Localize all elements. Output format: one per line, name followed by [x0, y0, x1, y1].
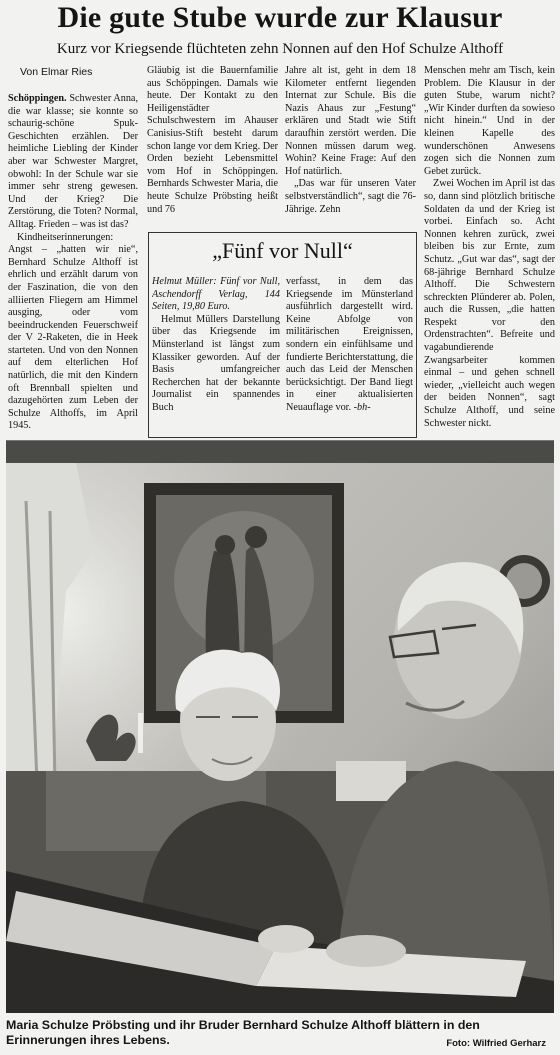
paragraph: „Das war für unseren Vater selbstverständlich“, sagt die 76-Jährige. Zehn — [285, 178, 416, 215]
paragraph: Schwester Anna, die war klasse; sie konnte so schaurig-schöne Spuk-Geschichten erzählen. Der heimliche Liebling der Kinder aber war Schwester Margret, obwohl: In der Schule war sie immer sehr streng gewesen. Und der Krieg? Die Zerstörung, die Toten? Normal, Alltag. Frieden – was ist das? — [8, 93, 138, 230]
box-column-1 — [152, 276, 280, 434]
paragraph: Helmut Müllers Darstellung über das Kriegsende im Münsterland ist längst zum Klassiker geworden. Auf der Basis umfangreicher Recherchen hat der bekannte Journalist ein spannendes Buch — [152, 313, 280, 413]
subheadline: Kurz vor Kriegsende flüchteten zehn Nonnen auf den Hof Schulze Althoff — [56, 41, 504, 57]
paragraph: Jahre alt ist, geht in dem 18 Kilometer entfernt liegenden Internat zur Schule. Bis die Nazis Ahaus zur „Festung“ erklären und Stadt wie Stift daraufhin zerstört werden. Die Nonnen müssen darum weg. Wohin? Keine Frage: Auf den Hof natürlich. — [285, 65, 416, 177]
paragraph: Menschen mehr am Tisch, kein Problem. Die Klausur in der guten Stube, warum nicht? „Wir Kinder durften da sowieso nicht hinein.“ Und in der kleinen Kapelle des wunderschönen Anwesens zogen sich die Nonnen zum Gebet zurück. — [424, 65, 555, 177]
photo-illustration — [6, 441, 554, 1013]
paragraph: Kindheitserinnerungen: Angst – „hatten wir nie“, Bernhard Schulze Althoff ist ehrlich und erzählt darum von der Faszination, die von den alliierten Fliegern am Himmel ausging, oder vom beeindruckenden Feuerschweif der V 2-Raketen, die in Heek starteten. Und von den Nonnen auf dem elterlichen Hof natürlich, die mit den Kindern oft Brennball spielten und dazugehörten zum Leben der Schulze Althoffs, im April 1945. — [8, 231, 138, 432]
box-column-2 — [286, 276, 413, 434]
article-column-4 — [424, 65, 555, 437]
author-signoff: -bh- — [353, 401, 371, 413]
paragraph: verfasst, in dem das Kriegsende im Münsterland ausführlich dargestellt wird. Keine Abfolge von militärischen Ereignissen, sondern ein einfühlsame und fundierte Berichterstattung, die auch das Leid der Menschen berücksichtigt. Der Band liegt in einer aktualisierten Neuauflage vor. — [286, 276, 413, 413]
box-title: „Fünf vor Null“ — [212, 238, 353, 263]
article-column-3 — [285, 65, 416, 235]
paragraph: Zwei Wochen im April ist das so, dann sind plötzlich britische Soldaten da und der Krieg ist vorbei. Einfach so. Acht Nonnen kehren zurück, zwei bleiben bis zur Ernte, zum Schutz. „Gut war das“, sagt der 68-jährige Bernhard Schulze Althoff. Die Schwestern schreckten Plünderer ab. Polen, auch die Russen, „die hatten Respekt vor den Ordenstrachten“. Befreite und vagabundierende Zwangsarbeiter kommen einmal – und gehen schnell wieder, „vielleicht auch wegen der beiden Nonnen“, sagt Schulze Althoff, und seine Schwester nickt. — [424, 178, 555, 429]
photo-caption: Maria Schulze Pröbsting und ihr Bruder Bernhard Schulze Althoff blättern in den Erinnerungen ihres Lebens. — [6, 1018, 480, 1047]
paragraph: Gläubig ist die Bauernfamilie aus Schöppingen. Damals wie heute. Der Kontakt zu den Heiligenstädter Schulschwestern im Ahauser Canisius-Stift besteht darum schon lange vor dem Krieg. Der Orden bezieht Lebensmittel vom Hof in Schöppingen. Bernhards Schwester Maria, die heute Schulze Pröbsting heißt und 76 — [147, 65, 278, 215]
book-reference: Helmut Müller: Fünf vor Null, Aschendorff Verlag, 144 Seiten, 19,80 Euro. — [152, 276, 280, 313]
article-column-1 — [8, 93, 138, 438]
article-photo — [6, 441, 554, 1013]
headline: Die gute Stube wurde zur Klausur — [57, 1, 503, 34]
byline: Von Elmar Ries — [20, 66, 93, 78]
dateline: Schöppingen. — [8, 93, 67, 104]
article-column-2 — [147, 65, 278, 235]
photo-credit: Foto: Wilfried Gerharz — [446, 1038, 546, 1049]
